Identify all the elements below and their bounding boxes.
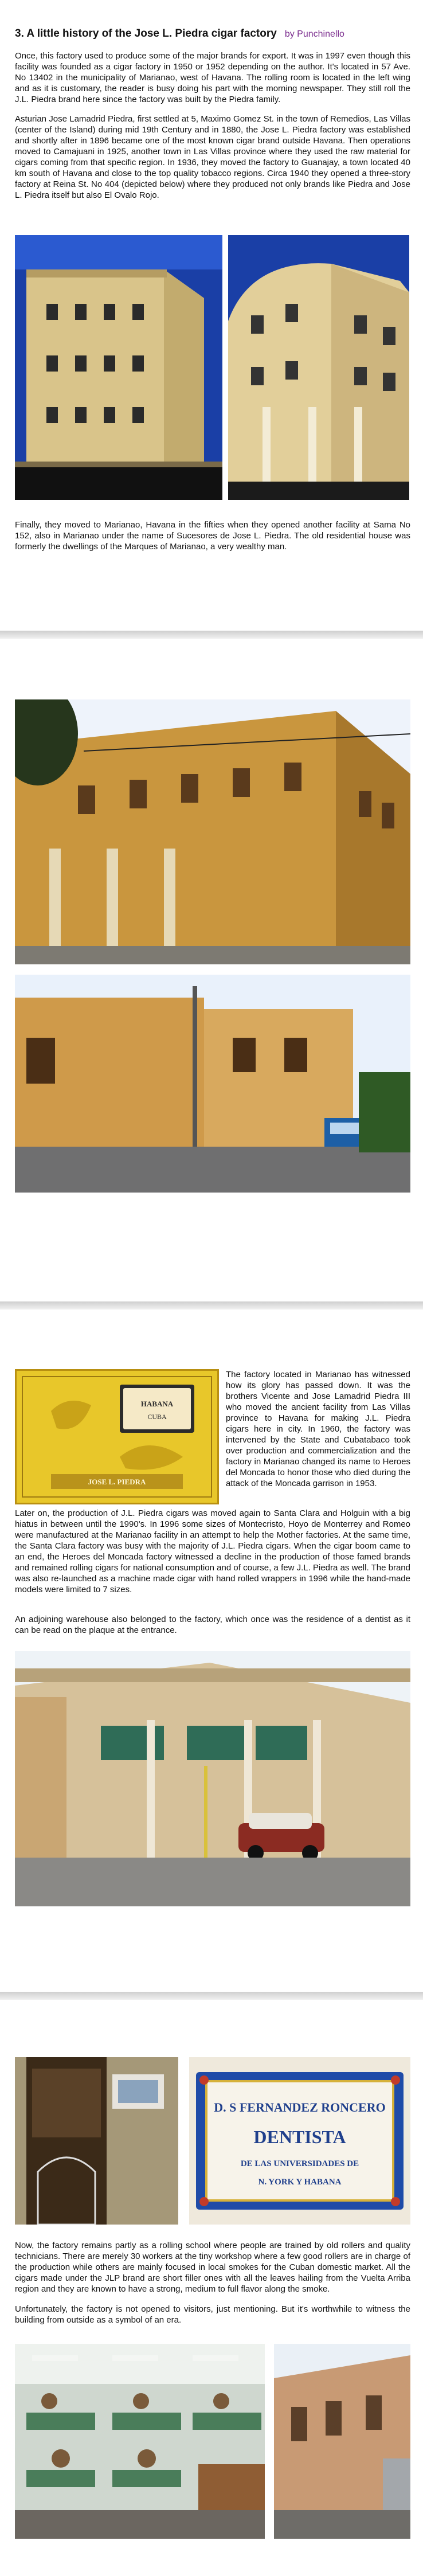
history-paragraph: Asturian Jose Lamadrid Piedra, first settled at 5, Maximo Gomez St. in the town of Remedios, Las Villas (center of the Island) during mid 19th Century and in 1880, the Jose L. Piedra factory was established and shortly after in 1896 became one of the most known cigar brand outside Havana. Then operations moved to Camajuani in 1925, another town in Las Villas province where they used the raw material for cigars coming from that specific region. In 1936, they moved the factory to Guanajay, a town located 40 km south of Havana and close to the top quality tobacco regions. Circa 1940 they opened a three-story factory at Reina St. No 404 (depicted below) where they produced not only brands like Piedra and Jose L. Piedra itself but also El Ovalo Rojo. <box>15 114 410 200</box>
intro-paragraph: Once, this factory used to produce some of the major brands for export. It was in 1997 even though this facility was founded as a cigar factory in 1950 or 1952 depending on the author. It's located in 57 Ave. No 13402 in the municipality of Marianao, west of Havana. The rolling room is located in the left wing and as it is customary, the reader is busy doing his part with the morning newspaper. They still roll the J.L. Piedra brand here since the factory was built by the Piedra family. <box>15 51 410 104</box>
plaque-line2: DENTISTA <box>253 2127 346 2147</box>
factory-decline-paragraph: The factory located in Marianao has witnessed how its glory has passed down. It was the brothers Vicente and Jose Lamadrid Piedra III who moved the ancient facility from Las Villas province to Havana for making J.L. Piedra cigars here in city. In 1960, the factory was intervened by the State and Cubatabaco took over production and commercialization and the factory in Marianao changed its name to Heroes del Moncada to honor those who died during the attack of the Moncada garrison in 1953. <box>226 1370 410 1488</box>
article-title <box>15 28 344 40</box>
marianao-street-photo <box>15 975 410 1193</box>
title-text: 3. A little history of the Jose L. Piedra cigar factory <box>15 28 277 40</box>
plaque-line1: D. S FERNANDEZ RONCERO <box>214 2100 386 2114</box>
seal-line2: CUBA <box>147 1413 167 1421</box>
rolling-school-paragraph: Now, the factory remains partly as a rolling school where people are trained by old rollers and quality technicians. There are merely 30 workers at the tiny workshop where a few good rollers are in charge of the production while others are mainly focused in local smokes for the Cuban domestic market. All the cigars made under the JLP brand are short filler ones with all the leaves hailing from the Vuelta Arriba region and they are known to have a strong, medium to full flavor along the smoke. <box>15 2241 410 2294</box>
cigar-box-photo <box>15 1369 219 1504</box>
section-divider <box>0 1992 423 2000</box>
seal-line1: HABANA <box>140 1400 174 1408</box>
section-divider <box>0 631 423 639</box>
brand-plate: JOSE L. PIEDRA <box>88 1477 146 1486</box>
street-view-photo <box>274 2344 410 2539</box>
dentist-plaque-photo <box>189 2057 410 2225</box>
marianao-factory-photo <box>15 699 410 964</box>
warehouse-paragraph: An adjoining warehouse also belonged to the factory, which once was the residence of a dentist as it can be read on the plaque at the entrance. <box>15 1615 410 1635</box>
warehouse-photo <box>15 1651 410 1906</box>
production-paragraph: Later on, the production of J.L. Piedra cigars was moved again to Santa Clara and Holguin with a big hiatus in between until the 1990's. In 1996 some sizes of Montecristo, Hoyo de Monterrey and Romeo were manufactured at the Marianao facility in an attempt to help the Mother factories. At the same time, the Santa Clara factory was busy with the majority of J.L. Piedra cigars. When the cigar boom came to an end, the Heroes del Moncada factory witnessed a decline in the production of those famed brands and remained rolling cigars for national consumption and of course, a few J.L. Piedra as well. The brand was also re-launched as a machine made cigar with hand rolled wrappers in 1996 while the hand-made models were limited to 7 sizes. <box>15 1508 410 1594</box>
plaque-line3: DE LAS UNIVERSIDADES DE <box>240 2159 359 2168</box>
entrance-door-photo <box>15 2057 178 2225</box>
section-divider <box>0 1301 423 1310</box>
rolling-room-photo <box>15 2344 265 2539</box>
reina-building-photo-left <box>15 235 222 500</box>
reina-building-photo-right <box>228 235 409 500</box>
marianao-paragraph: Finally, they moved to Marianao, Havana in the fifties when they opened another facility at Sama No 152, also in Marianao under the name of Sucesores de Jose L. Piedra. The old residential house was formerly the dwellings of the Marques of Marianao, a very wealthy man. <box>15 520 410 552</box>
author-byline: by Punchinello <box>284 29 344 39</box>
visitors-paragraph: Unfortunately, the factory is not opened to visitors, just mentioning. But it's worthwhile to witness the building from outside as a symbol of an era. <box>15 2304 410 2325</box>
plaque-line4: N. YORK Y HABANA <box>258 2178 342 2187</box>
